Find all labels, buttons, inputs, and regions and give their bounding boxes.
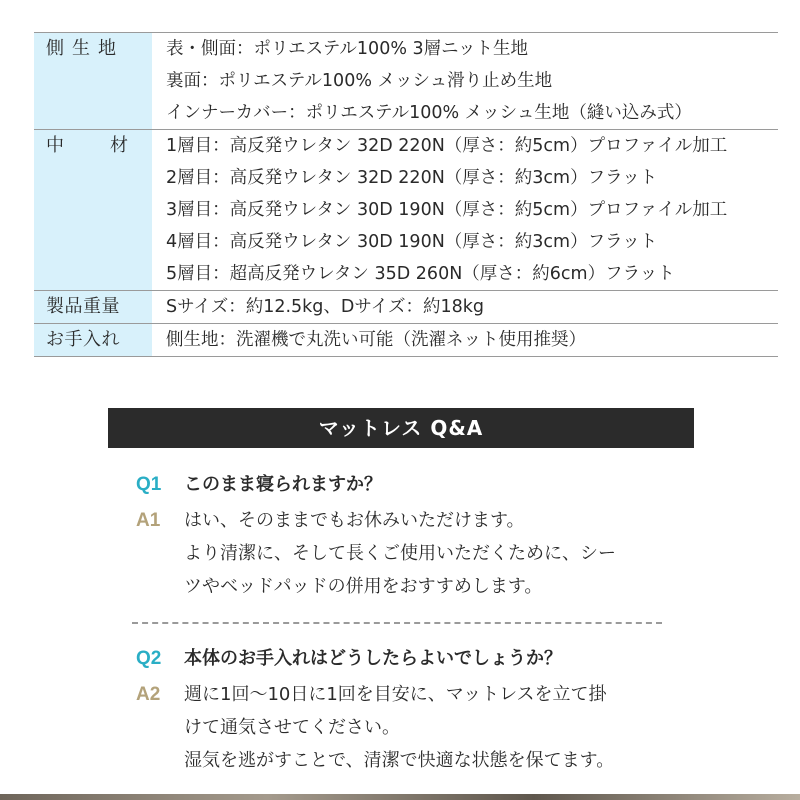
qa-question-row bbox=[136, 470, 676, 500]
spec-value bbox=[152, 33, 778, 129]
spec-value bbox=[152, 130, 778, 290]
spec-line: 表・側面：ポリエステル100% 3層ニット生地 bbox=[166, 39, 528, 59]
answer-line: はい、そのままでもお休みいただけます。 bbox=[184, 510, 525, 531]
spec-value bbox=[152, 324, 778, 356]
spec-line: 裏面：ポリエステル100% メッシュ滑り止め生地 bbox=[166, 71, 553, 91]
answer-text bbox=[184, 504, 616, 603]
spec-line: Sサイズ：約12.5kg、Dサイズ：約18kg bbox=[166, 297, 485, 317]
spec-line: 3層目：高反発ウレタン 30D 190N（厚さ：約5cm）プロファイル加工 bbox=[166, 200, 728, 220]
spec-label: 側生地 bbox=[34, 33, 152, 129]
spec-label: お手入れ bbox=[34, 324, 152, 356]
answer-line: 週に1回〜10日に1回を目安に、マットレスを立て掛 bbox=[184, 684, 607, 705]
answer-marker: A1 bbox=[136, 510, 161, 531]
spec-row-fabric bbox=[34, 33, 778, 130]
spec-row-care bbox=[34, 324, 778, 357]
spec-line: 5層目：超高反発ウレタン 35D 260N（厚さ：約6cm）フラット bbox=[166, 264, 675, 284]
question-marker: Q2 bbox=[136, 648, 162, 669]
qa-answer-row bbox=[136, 678, 676, 777]
answer-line: ツやベッドパッドの併用をおすすめします。 bbox=[184, 576, 543, 597]
spec-line: 側生地：洗濯機で丸洗い可能（洗濯ネット使用推奨） bbox=[166, 330, 586, 350]
spec-line: 2層目：高反発ウレタン 32D 220N（厚さ：約3cm）フラット bbox=[166, 168, 658, 188]
question-text: このまま寝られますか？ bbox=[184, 474, 382, 495]
bottom-photo-strip bbox=[0, 794, 800, 800]
answer-marker: A2 bbox=[136, 684, 161, 705]
answer-line: 湿気を逃がすことで、清潔で快適な状態を保てます。 bbox=[184, 750, 615, 771]
spec-row-weight bbox=[34, 291, 778, 324]
answer-text bbox=[184, 678, 614, 777]
spec-label: 製品重量 bbox=[34, 291, 152, 323]
spec-value bbox=[152, 291, 778, 323]
spec-row-filling bbox=[34, 130, 778, 291]
qa-answer-row bbox=[136, 504, 676, 603]
qa-divider bbox=[132, 622, 662, 624]
qa-item-1 bbox=[136, 470, 676, 603]
spec-line: 1層目：高反発ウレタン 32D 220N（厚さ：約5cm）プロファイル加工 bbox=[166, 136, 728, 156]
spec-label: 中材 bbox=[34, 130, 152, 290]
qa-title-banner: マットレス Q&A bbox=[108, 408, 694, 448]
spec-table bbox=[34, 32, 778, 357]
question-marker: Q1 bbox=[136, 474, 162, 495]
spec-line: インナーカバー：ポリエステル100% メッシュ生地（縫い込み式） bbox=[166, 103, 692, 123]
qa-item-2 bbox=[136, 644, 676, 777]
spec-line: 4層目：高反発ウレタン 30D 190N（厚さ：約3cm）フラット bbox=[166, 232, 658, 252]
answer-line: けて通気させてください。 bbox=[184, 717, 400, 738]
answer-line: より清潔に、そして長くご使用いただくために、シー bbox=[184, 543, 616, 564]
question-text: 本体のお手入れはどうしたらよいでしょうか？ bbox=[184, 648, 562, 669]
qa-question-row bbox=[136, 644, 676, 674]
